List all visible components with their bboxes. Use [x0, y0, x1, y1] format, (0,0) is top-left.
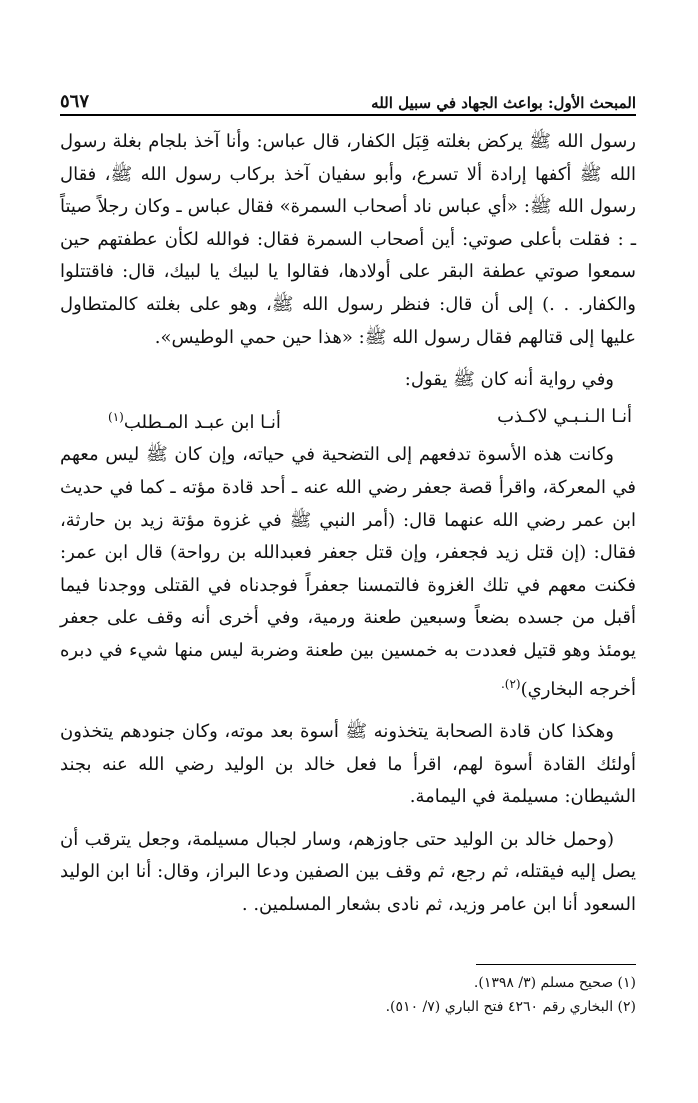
poem-hemistich-left-text: أنـا ابن عبـد المـطلب [123, 411, 281, 433]
footnote-marker: (١) [108, 409, 124, 424]
footnote: (١) صحيح مسلم (٣/ ١٣٩٨). [473, 975, 636, 991]
poem-hemistich-left [108, 401, 281, 440]
paragraph: وهكذا كان قادة الصحابة يتخذونه ﷺ أسوة بعد موته، وكان جنودهم يتخذون أولئك القادة أسوة لهم، اقرأ ما فعل خالد بن الوليد رضي الله عنه بجند الشيطان: مسيلمة في اليمامة. [60, 721, 636, 808]
footnote-list [60, 971, 636, 1019]
paragraph [60, 439, 636, 706]
main-text [60, 126, 636, 922]
footnote-rule [476, 964, 636, 965]
header-rule [60, 114, 636, 116]
paragraph-text: وكانت هذه الأسوة تدفعهم إلى التضحية في حياته، وإن كان ﷺ ليس معهم في المعركة، واقرأ قصة جعفر رضي الله عنه ـ أحد قادة مؤته ـ كما في حديث ابن عمر رضي الله عنهما قال: (أمر النبي ﷺ في غزوة مؤتة زيد بن حارثة، فقال: (إن قتل زيد فجعفر، وإن قتل جعفر فعبدالله بن رواحة) قال ابن عمر: فكنت معهم في تلك الغزوة فالتمسنا جعفراً فوجدناه في القتلى ووجدنا فيما أقبل من جسده بضعاً وسبعين طعنة ورمية، وفي أخرى أنه وقف على جعفر يومئذ وهو قتيل فعددت به خمسين بين طعنة وضربة ليس منها شيء في دبره أخرجه البخاري) [60, 444, 636, 700]
page-header [60, 80, 636, 112]
page-number: ٥٦٧ [60, 91, 90, 112]
paragraph: رسول الله ﷺ يركض بغلته قِبَل الكفار، قال عباس: وأنا آخذ بلجام بغلة رسول الله ﷺ أكفها إرادة ألا تسرع، وأبو سفيان آخذ بركاب رسول الله ﷺ، فقال رسول الله ﷺ: «أي عباس ناد أصحاب السمرة» فقال عباس ـ وكان رجلاً صيتاً ـ : فقلت بأعلى صوتي: أين أصحاب السمرة فقال: فوالله لكأن عطفتهم حين سمعوا صوتي عطفة البقر على أولادها، فقالوا يا لبيك يا لبيك، قال: فاقتتلوا والكفار. . .) إلى أن قال: فنظر رسول الله ﷺ، وهو على بغلته كالمتطاول عليها إلى قتالهم فقال رسول الله ﷺ: «هذا حين حمي الوطيس». [60, 131, 636, 348]
footnotes [60, 964, 636, 1019]
footnote-marker: (٢). [500, 676, 521, 691]
poem-verse [60, 401, 636, 440]
paragraph: (وحمل خالد بن الوليد حتى جاوزهم، وسار لجبال مسيلمة، وجعل يترقب أن يصل إليه فيقتله، ثم رجع، ثم وقف بين الصفين ودعا البراز، وقال: أنا ابن الوليد السعود أنا ابن عامر وزيد، ثم نادى بشعار المسلمين. . [60, 828, 636, 916]
poem-hemistich-right: أنـا الـنـبـي لاكـذب [497, 405, 632, 427]
running-title: المبحث الأول: بواعث الجهاد في سبيل الله [371, 94, 636, 112]
paragraph: وفي رواية أنه كان ﷺ يقول: [404, 369, 614, 391]
footnote: (٢) البخاري رقم ٤٢٦٠ فتح الباري (٧/ ٥١٠). [385, 999, 636, 1015]
